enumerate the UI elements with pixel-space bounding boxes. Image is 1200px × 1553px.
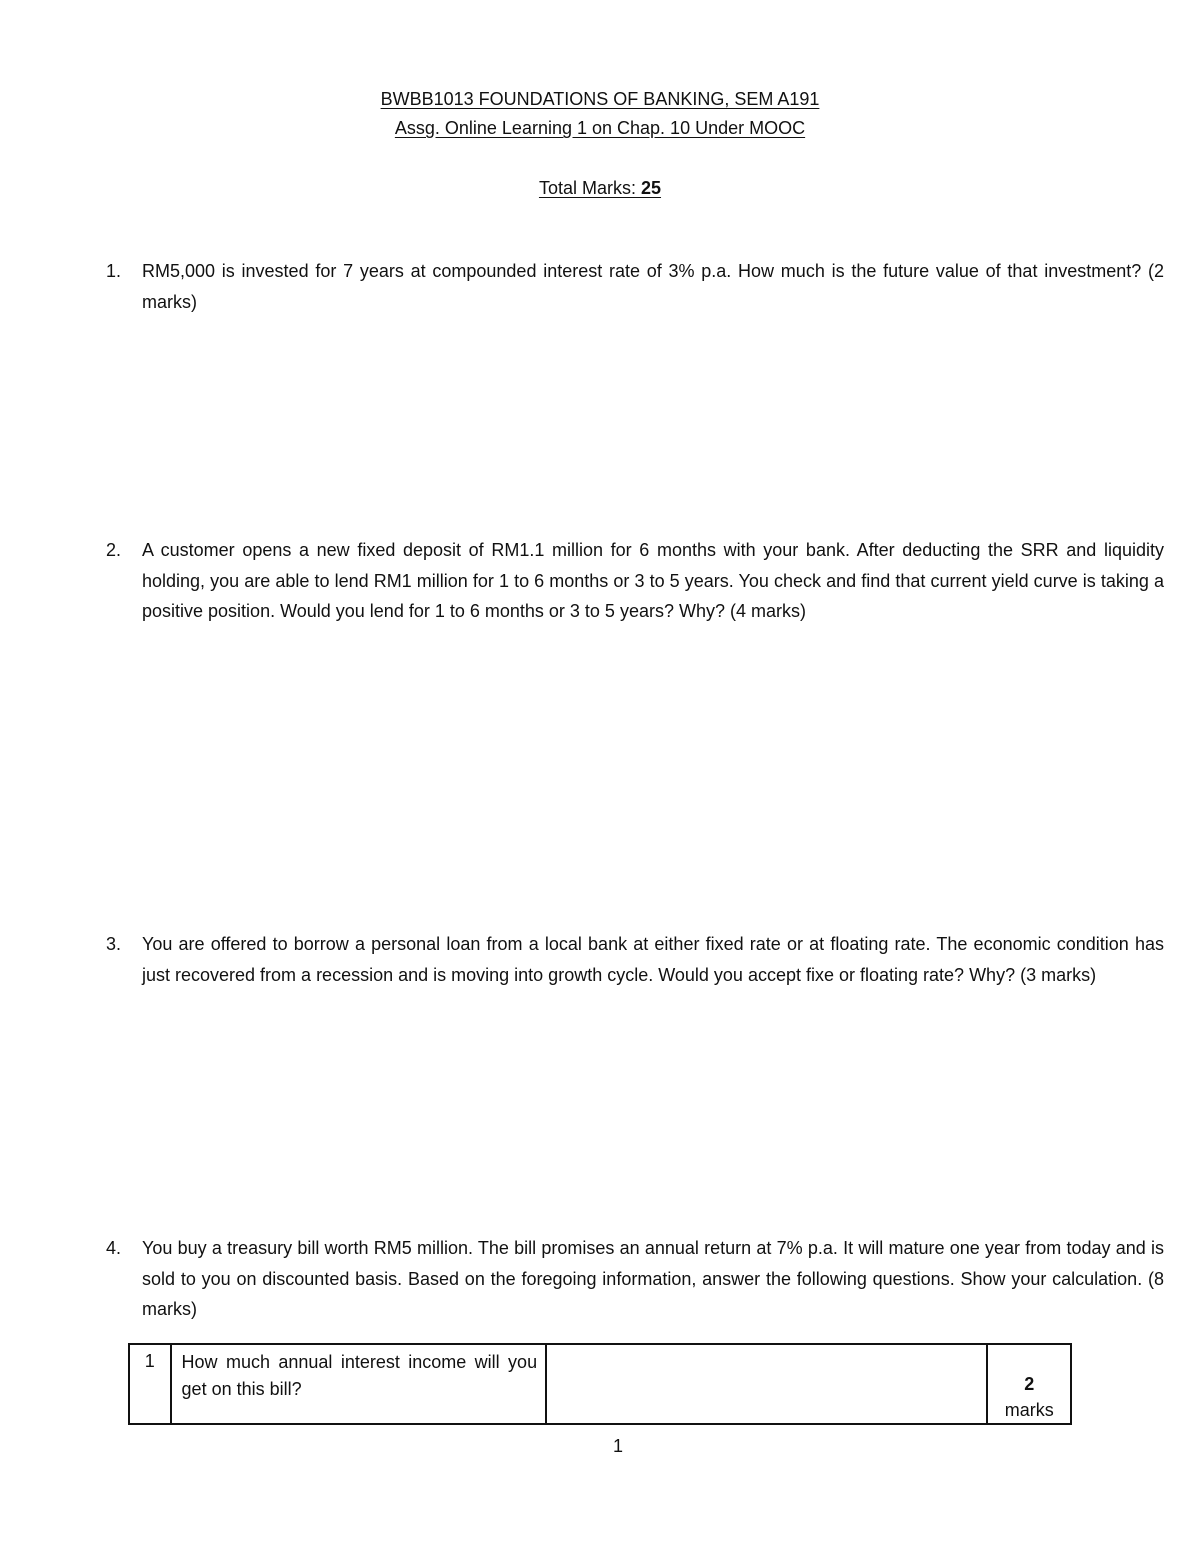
answer-table [128,1343,1072,1425]
total-marks-label: Total Marks: [538,178,636,198]
row-question: How much annual interest income will you get on this bill? [171,1344,547,1424]
question-text: You are offered to borrow a personal loan from a local bank at either fixed rate or at floating rate. The economic condition has just recovered from a recession and is moving into growth cycle. Would you accept fixe or floating rate? Why? (3 marks) [142,934,1164,985]
marks-label: marks [1004,1400,1054,1420]
course-title: BWBB1013 FOUNDATIONS OF BANKING, SEM A191 [380,89,820,109]
question-4 [106,1233,1164,1325]
row-number: 1 [129,1344,171,1424]
question-text: A customer opens a new fixed deposit of RM1.1 million for 6 months with your bank. After deducting the SRR and liquidity holding, you are able to lend RM1 million for 1 to 6 months or 3 to 5 years. You check and find that current yield curve is taking a positive position. Would you lend for 1 to 6 months or 3 to 5 years? Why? (4 marks) [142,540,1164,621]
table-row [129,1344,1071,1424]
question-number: 3. [106,934,122,954]
total-marks [0,178,1200,199]
question-number: 4. [106,1238,122,1258]
question-number: 2. [106,540,122,560]
marks-cell [987,1344,1071,1424]
question-text: You buy a treasury bill worth RM5 million. The bill promises an annual return at 7% p.a. It will mature one year from today and is sold to you on discounted basis. Based on the foregoing information, answer the following questions. Show your calculation. (8 marks) [142,1238,1164,1319]
answer-cell[interactable] [546,1344,987,1424]
page-number: 1 [612,1436,623,1456]
marks-value: 2 [1024,1374,1035,1394]
question-1 [106,256,1164,317]
total-marks-value: 25 [641,178,662,198]
assignment-title: Assg. Online Learning 1 on Chap. 10 Under MOOC [394,118,806,138]
question-text: RM5,000 is invested for 7 years at compounded interest rate of 3% p.a. How much is the future value of that investment? (2 marks) [142,261,1164,312]
question-number: 1. [106,261,122,281]
question-2 [106,535,1164,627]
question-3 [106,929,1164,990]
